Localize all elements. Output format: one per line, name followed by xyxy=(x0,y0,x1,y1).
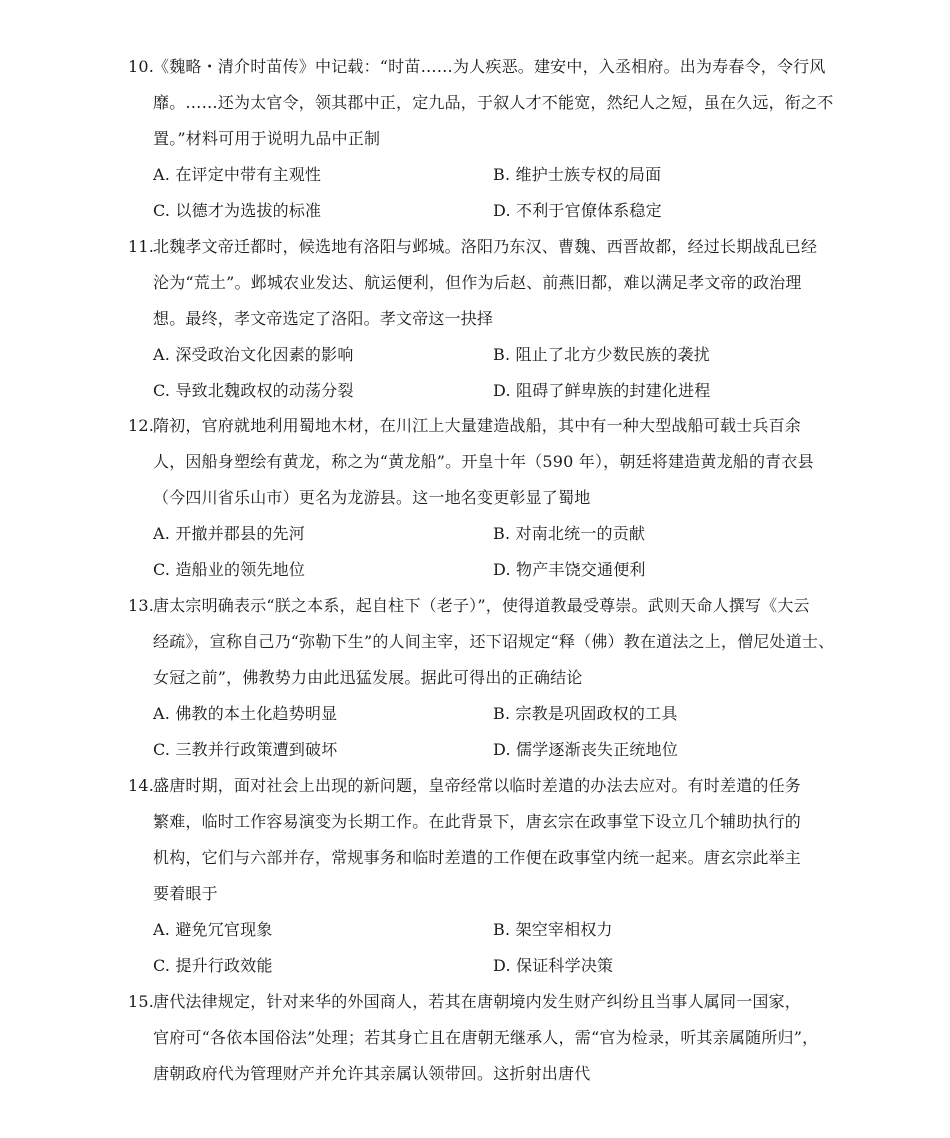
option-a: A. 在评定中带有主观性 xyxy=(153,165,322,184)
question-number: 11. xyxy=(128,237,155,256)
question-text-line: 官府可“各依本国俗法”处理；若其身亡且在唐朝无继承人，需“官为检录，听其亲属随所归”， xyxy=(153,1028,819,1047)
question-text-line: 盛唐时期，面对社会上出现的新问题，皇帝经常以临时差遣的办法去应对。有时差遣的任务 xyxy=(153,776,802,795)
question-text-line: 靡。……还为太官令，领其郡中正，定九品，于叙人才不能宽，然纪人之短，虽在久远，衔之不 xyxy=(153,93,834,112)
option-d: D. 阻碍了鲜卑族的封建化进程 xyxy=(493,381,711,400)
question-number: 12. xyxy=(128,416,155,435)
option-b: B. 对南北统一的贡献 xyxy=(493,524,646,543)
option-d: D. 物产丰饶交通便利 xyxy=(493,560,646,579)
question-text-line: 隋初，官府就地利用蜀地木材，在川江上大量建造战船，其中有一种大型战船可载士兵百余 xyxy=(153,416,802,435)
question-text-line: 置。”材料可用于说明九品中正制 xyxy=(153,129,381,148)
option-c: C. 三教并行政策遭到破坏 xyxy=(153,740,338,759)
question-text-line: 《魏略・清介时苗传》中记载：“时苗……为人疾恶。建安中，入丞相府。出为寿春令，令行风 xyxy=(153,57,826,76)
question-text-line: 要着眼于 xyxy=(153,884,218,903)
option-c: C. 以德才为选拔的标准 xyxy=(153,201,322,220)
option-a: A. 深受政治文化因素的影响 xyxy=(153,345,354,364)
option-d: D. 儒学逐渐丧失正统地位 xyxy=(493,740,679,759)
option-c: C. 造船业的领先地位 xyxy=(153,560,306,579)
question-number: 13. xyxy=(128,596,155,615)
question-text-line: 北魏孝文帝迁都时，候选地有洛阳与邺城。洛阳乃东汉、曹魏、西晋故都，经过长期战乱已经 xyxy=(153,237,818,256)
question-text-line: 唐朝政府代为管理财产并允许其亲属认领带回。这折射出唐代 xyxy=(153,1064,591,1083)
question-text-line: 唐代法律规定，针对来华的外国商人，若其在唐朝境内发生财产纠纷且当事人属同一国家， xyxy=(153,992,802,1011)
option-d: D. 保证科学决策 xyxy=(493,956,614,975)
option-c: C. 提升行政效能 xyxy=(153,956,273,975)
question-text-line: 经疏》，宣称自己乃“弥勒下生”的人间主宰，还下诏规定“释（佛）教在道法之上，僧尼处道士、 xyxy=(153,632,835,651)
option-b: B. 宗教是巩固政权的工具 xyxy=(493,704,678,723)
option-a: A. 开撤并郡县的先河 xyxy=(153,524,305,543)
question-text-line: 想。最终，孝文帝选定了洛阳。孝文帝这一抉择 xyxy=(153,309,494,328)
question-number: 14. xyxy=(128,776,155,795)
option-b: B. 架空宰相权力 xyxy=(493,920,613,939)
question-number: 15. xyxy=(128,992,155,1011)
question-text-line: 女冠之前”，佛教势力由此迅猛发展。据此可得出的正确结论 xyxy=(153,668,583,687)
question-text-line: （今四川省乐山市）更名为龙游县。这一地名变更彰显了蜀地 xyxy=(153,488,591,507)
option-d: D. 不利于官僚体系稳定 xyxy=(493,201,662,220)
question-number: 10. xyxy=(128,57,155,76)
option-b: B. 阻止了北方少数民族的袭扰 xyxy=(493,345,710,364)
question-text-line: 唐太宗明确表示“朕之本系，起自柱下（老子）”，使得道教最受尊崇。武则天命人撰写《大云 xyxy=(153,596,810,615)
question-text-line: 机构，它们与六部并存，常规事务和临时差遣的工作便在政事堂内统一起来。唐玄宗此举主 xyxy=(153,848,802,867)
question-text-line: 沦为“荒土”。邺城农业发达、航运便利，但作为后赵、前燕旧都，难以满足孝文帝的政治理 xyxy=(153,273,802,292)
option-c: C. 导致北魏政权的动荡分裂 xyxy=(153,381,354,400)
question-text-line: 人，因船身塑绘有黄龙，称之为“黄龙船”。开皇十年（590 年），朝廷将建造黄龙船的青衣县 xyxy=(153,452,814,471)
option-a: A. 佛教的本土化趋势明显 xyxy=(153,704,338,723)
option-b: B. 维护士族专权的局面 xyxy=(493,165,662,184)
option-a: A. 避免冗官现象 xyxy=(153,920,273,939)
question-text-line: 繁难，临时工作容易演变为长期工作。在此背景下，唐玄宗在政事堂下设立几个辅助执行的 xyxy=(153,812,802,831)
